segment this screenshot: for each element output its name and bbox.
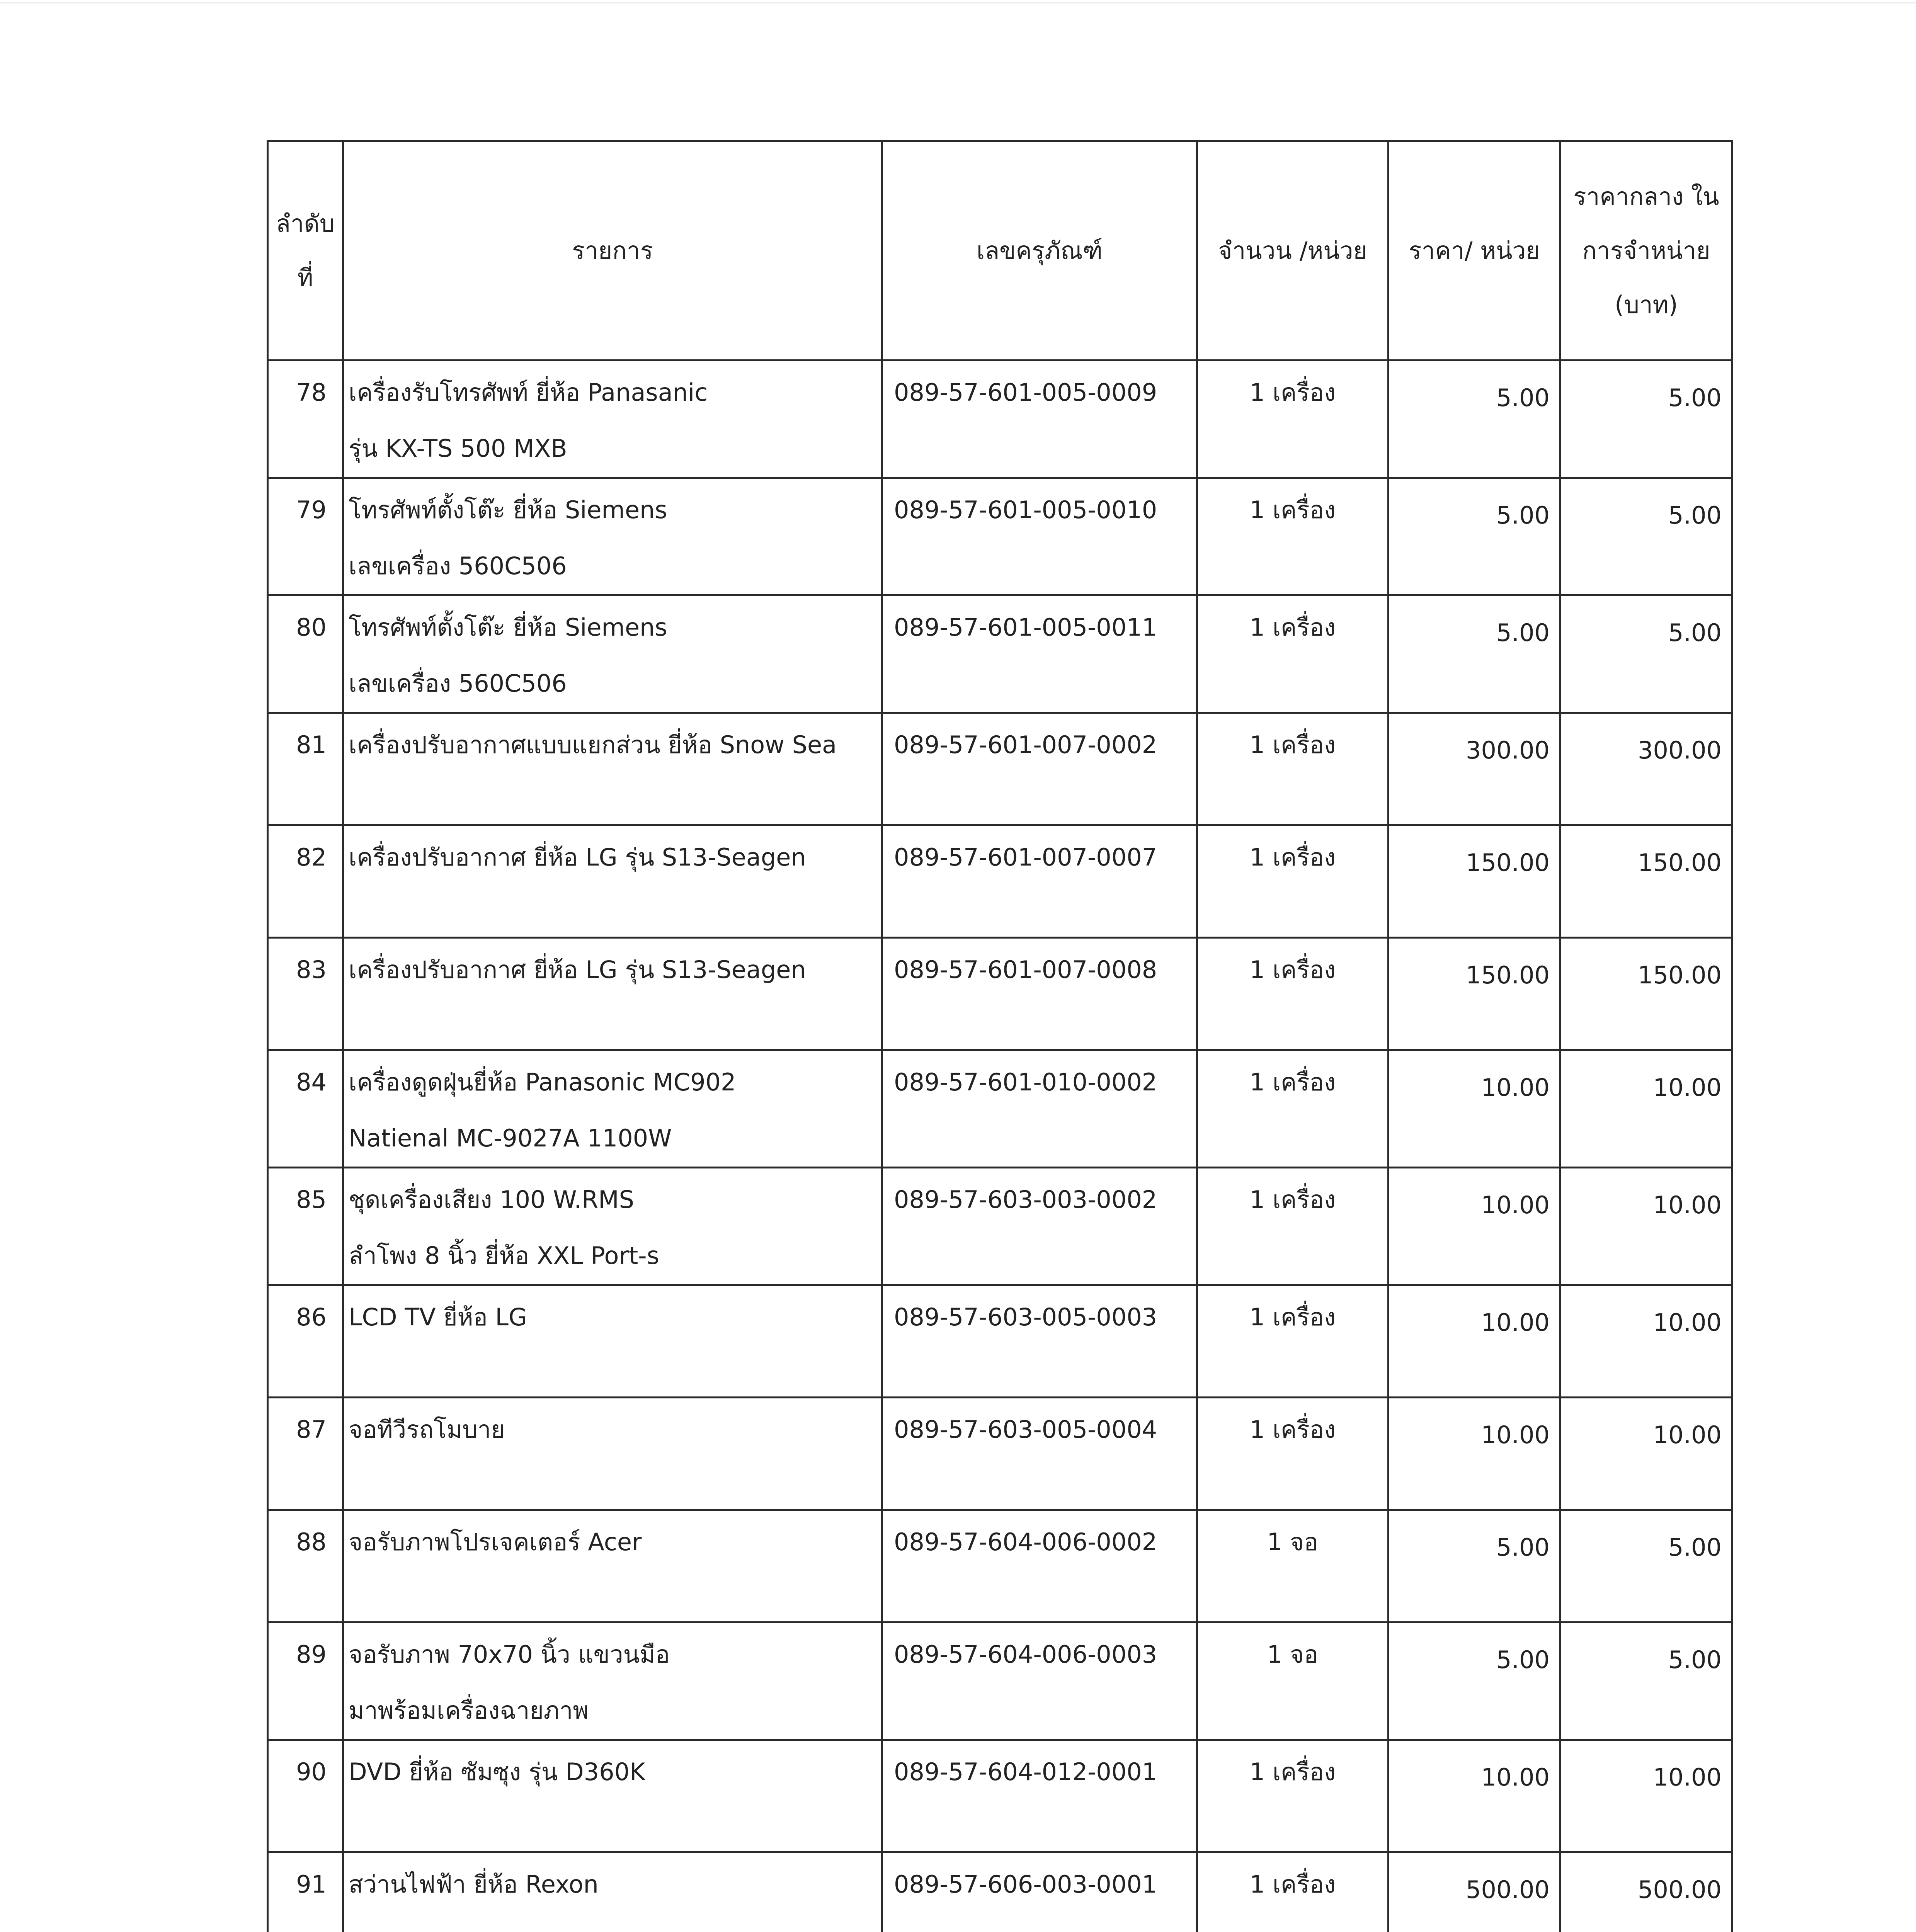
header-item: รายการ [343, 141, 882, 361]
unit-price: 10.00 [1389, 1740, 1560, 1852]
median-price: 5.00 [1560, 361, 1732, 478]
table-row [268, 478, 1732, 595]
median-price: 10.00 [1560, 1398, 1732, 1510]
row-number: 90 [268, 1740, 343, 1852]
unit-price: 150.00 [1389, 938, 1560, 1050]
row-number: 80 [268, 595, 343, 713]
quantity: 1 เครื่อง [1197, 361, 1389, 478]
unit-price: 5.00 [1389, 361, 1560, 478]
unit-price: 5.00 [1389, 1622, 1560, 1740]
item-description [343, 1168, 882, 1285]
unit-price: 10.00 [1389, 1050, 1560, 1168]
item-description [343, 1285, 882, 1398]
item-description [343, 1622, 882, 1740]
table-row [268, 825, 1732, 938]
item-line: สว่านไฟฟ้า ยี่ห้อ Rexon [349, 1870, 599, 1898]
asset-code: 089-57-601-007-0008 [882, 938, 1197, 1050]
item-description [343, 1050, 882, 1168]
table-row [268, 1852, 1732, 1932]
item-line: เลขเครื่อง 560C506 [349, 669, 567, 697]
header-median-price: ราคากลาง ในการจำหน่าย (บาท) [1560, 141, 1732, 361]
unit-price: 10.00 [1389, 1398, 1560, 1510]
header-qty: จำนวน /หน่วย [1197, 141, 1389, 361]
table-row [268, 713, 1732, 825]
median-price: 10.00 [1560, 1050, 1732, 1168]
item-line: เครื่องดูดฝุ่นยี่ห้อ Panasonic MC902 [349, 1068, 736, 1096]
median-price: 5.00 [1560, 1622, 1732, 1740]
row-number: 89 [268, 1622, 343, 1740]
median-price: 300.00 [1560, 713, 1732, 825]
table-row [268, 1510, 1732, 1622]
asset-code: 089-57-603-003-0002 [882, 1168, 1197, 1285]
table-row [268, 361, 1732, 478]
table-row [268, 1622, 1732, 1740]
asset-code: 089-57-603-005-0003 [882, 1285, 1197, 1398]
quantity: 1 เครื่อง [1197, 1050, 1389, 1168]
item-line: มาพร้อมเครื่องฉายภาพ [349, 1696, 589, 1725]
median-price: 150.00 [1560, 825, 1732, 938]
asset-code: 089-57-601-007-0007 [882, 825, 1197, 938]
asset-code: 089-57-604-006-0002 [882, 1510, 1197, 1622]
row-number: 86 [268, 1285, 343, 1398]
item-description [343, 825, 882, 938]
row-number: 82 [268, 825, 343, 938]
item-line: เครื่องปรับอากาศแบบแยกส่วน ยี่ห้อ Snow Sea [349, 731, 837, 759]
table-row [268, 1285, 1732, 1398]
item-line: จอรับภาพ 70x70 นิ้ว แขวนมือ [349, 1640, 670, 1668]
table-header-row [268, 141, 1732, 361]
item-line: โทรศัพท์ตั้งโต๊ะ ยี่ห้อ Siemens [349, 613, 667, 641]
asset-code: 089-57-601-005-0009 [882, 361, 1197, 478]
item-line: เครื่องปรับอากาศ ยี่ห้อ LG รุ่น S13-Seagen [349, 843, 806, 871]
header-no: ลำดับ ที่ [268, 141, 343, 361]
unit-price: 5.00 [1389, 478, 1560, 595]
item-description [343, 595, 882, 713]
item-line: DVD ยี่ห้อ ซัมซุง รุ่น D360K [349, 1758, 645, 1786]
table-row [268, 1050, 1732, 1168]
header-code: เลขครุภัณฑ์ [882, 141, 1197, 361]
asset-code: 089-57-604-012-0001 [882, 1740, 1197, 1852]
row-number: 83 [268, 938, 343, 1050]
item-description [343, 938, 882, 1050]
unit-price: 10.00 [1389, 1285, 1560, 1398]
asset-code: 089-57-601-005-0010 [882, 478, 1197, 595]
item-description [343, 361, 882, 478]
median-price: 5.00 [1560, 1510, 1732, 1622]
item-description [343, 1852, 882, 1932]
item-line: จอทีวีรถโมบาย [349, 1415, 505, 1444]
quantity: 1 จอ [1197, 1622, 1389, 1740]
item-line: ชุดเครื่องเสียง 100 W.RMS [349, 1185, 635, 1214]
unit-price: 5.00 [1389, 1510, 1560, 1622]
row-number: 84 [268, 1050, 343, 1168]
quantity: 1 เครื่อง [1197, 1740, 1389, 1852]
item-description [343, 1510, 882, 1622]
table-row [268, 1168, 1732, 1285]
unit-price: 500.00 [1389, 1852, 1560, 1932]
table-body [268, 361, 1732, 1932]
table-row [268, 1740, 1732, 1852]
item-line: Natienal MC-9027A 1100W [349, 1124, 672, 1152]
asset-code: 089-57-601-005-0011 [882, 595, 1197, 713]
unit-price: 10.00 [1389, 1168, 1560, 1285]
median-price: 5.00 [1560, 478, 1732, 595]
table-row [268, 938, 1732, 1050]
asset-disposal-table [267, 140, 1733, 1932]
quantity: 1 เครื่อง [1197, 595, 1389, 713]
row-number: 79 [268, 478, 343, 595]
quantity: 1 เครื่อง [1197, 1398, 1389, 1510]
quantity: 1 เครื่อง [1197, 478, 1389, 595]
row-number: 88 [268, 1510, 343, 1622]
median-price: 5.00 [1560, 595, 1732, 713]
unit-price: 5.00 [1389, 595, 1560, 713]
median-price: 150.00 [1560, 938, 1732, 1050]
median-price: 500.00 [1560, 1852, 1732, 1932]
item-line: จอรับภาพโปรเจคเตอร์ Acer [349, 1528, 642, 1556]
item-line: เลขเครื่อง 560C506 [349, 552, 567, 580]
quantity: 1 เครื่อง [1197, 1285, 1389, 1398]
item-line: รุ่น KX-TS 500 MXB [349, 434, 567, 463]
quantity: 1 เครื่อง [1197, 1168, 1389, 1285]
asset-code: 089-57-603-005-0004 [882, 1398, 1197, 1510]
row-number: 87 [268, 1398, 343, 1510]
quantity: 1 เครื่อง [1197, 825, 1389, 938]
table-row [268, 595, 1732, 713]
row-number: 91 [268, 1852, 343, 1932]
item-description [343, 478, 882, 595]
item-description [343, 713, 882, 825]
header-unit-price: ราคา/ หน่วย [1389, 141, 1560, 361]
quantity: 1 เครื่อง [1197, 713, 1389, 825]
item-line: โทรศัพท์ตั้งโต๊ะ ยี่ห้อ Siemens [349, 496, 667, 524]
median-price: 10.00 [1560, 1740, 1732, 1852]
row-number: 85 [268, 1168, 343, 1285]
item-description [343, 1740, 882, 1852]
median-price: 10.00 [1560, 1168, 1732, 1285]
item-line: ลำโพง 8 นิ้ว ยี่ห้อ XXL Port-s [349, 1242, 659, 1270]
quantity: 1 จอ [1197, 1510, 1389, 1622]
asset-code: 089-57-601-010-0002 [882, 1050, 1197, 1168]
median-price: 10.00 [1560, 1285, 1732, 1398]
scan-top-edge [0, 2, 1916, 3]
asset-code: 089-57-604-006-0003 [882, 1622, 1197, 1740]
row-number: 81 [268, 713, 343, 825]
unit-price: 150.00 [1389, 825, 1560, 938]
item-line: LCD TV ยี่ห้อ LG [349, 1303, 527, 1331]
asset-code: 089-57-601-007-0002 [882, 713, 1197, 825]
item-description [343, 1398, 882, 1510]
quantity: 1 เครื่อง [1197, 1852, 1389, 1932]
unit-price: 300.00 [1389, 713, 1560, 825]
row-number: 78 [268, 361, 343, 478]
table-row [268, 1398, 1732, 1510]
item-line: เครื่องปรับอากาศ ยี่ห้อ LG รุ่น S13-Seagen [349, 956, 806, 984]
item-line: เครื่องรับโทรศัพท์ ยี่ห้อ Panasanic [349, 378, 708, 406]
quantity: 1 เครื่อง [1197, 938, 1389, 1050]
asset-code: 089-57-606-003-0001 [882, 1852, 1197, 1932]
